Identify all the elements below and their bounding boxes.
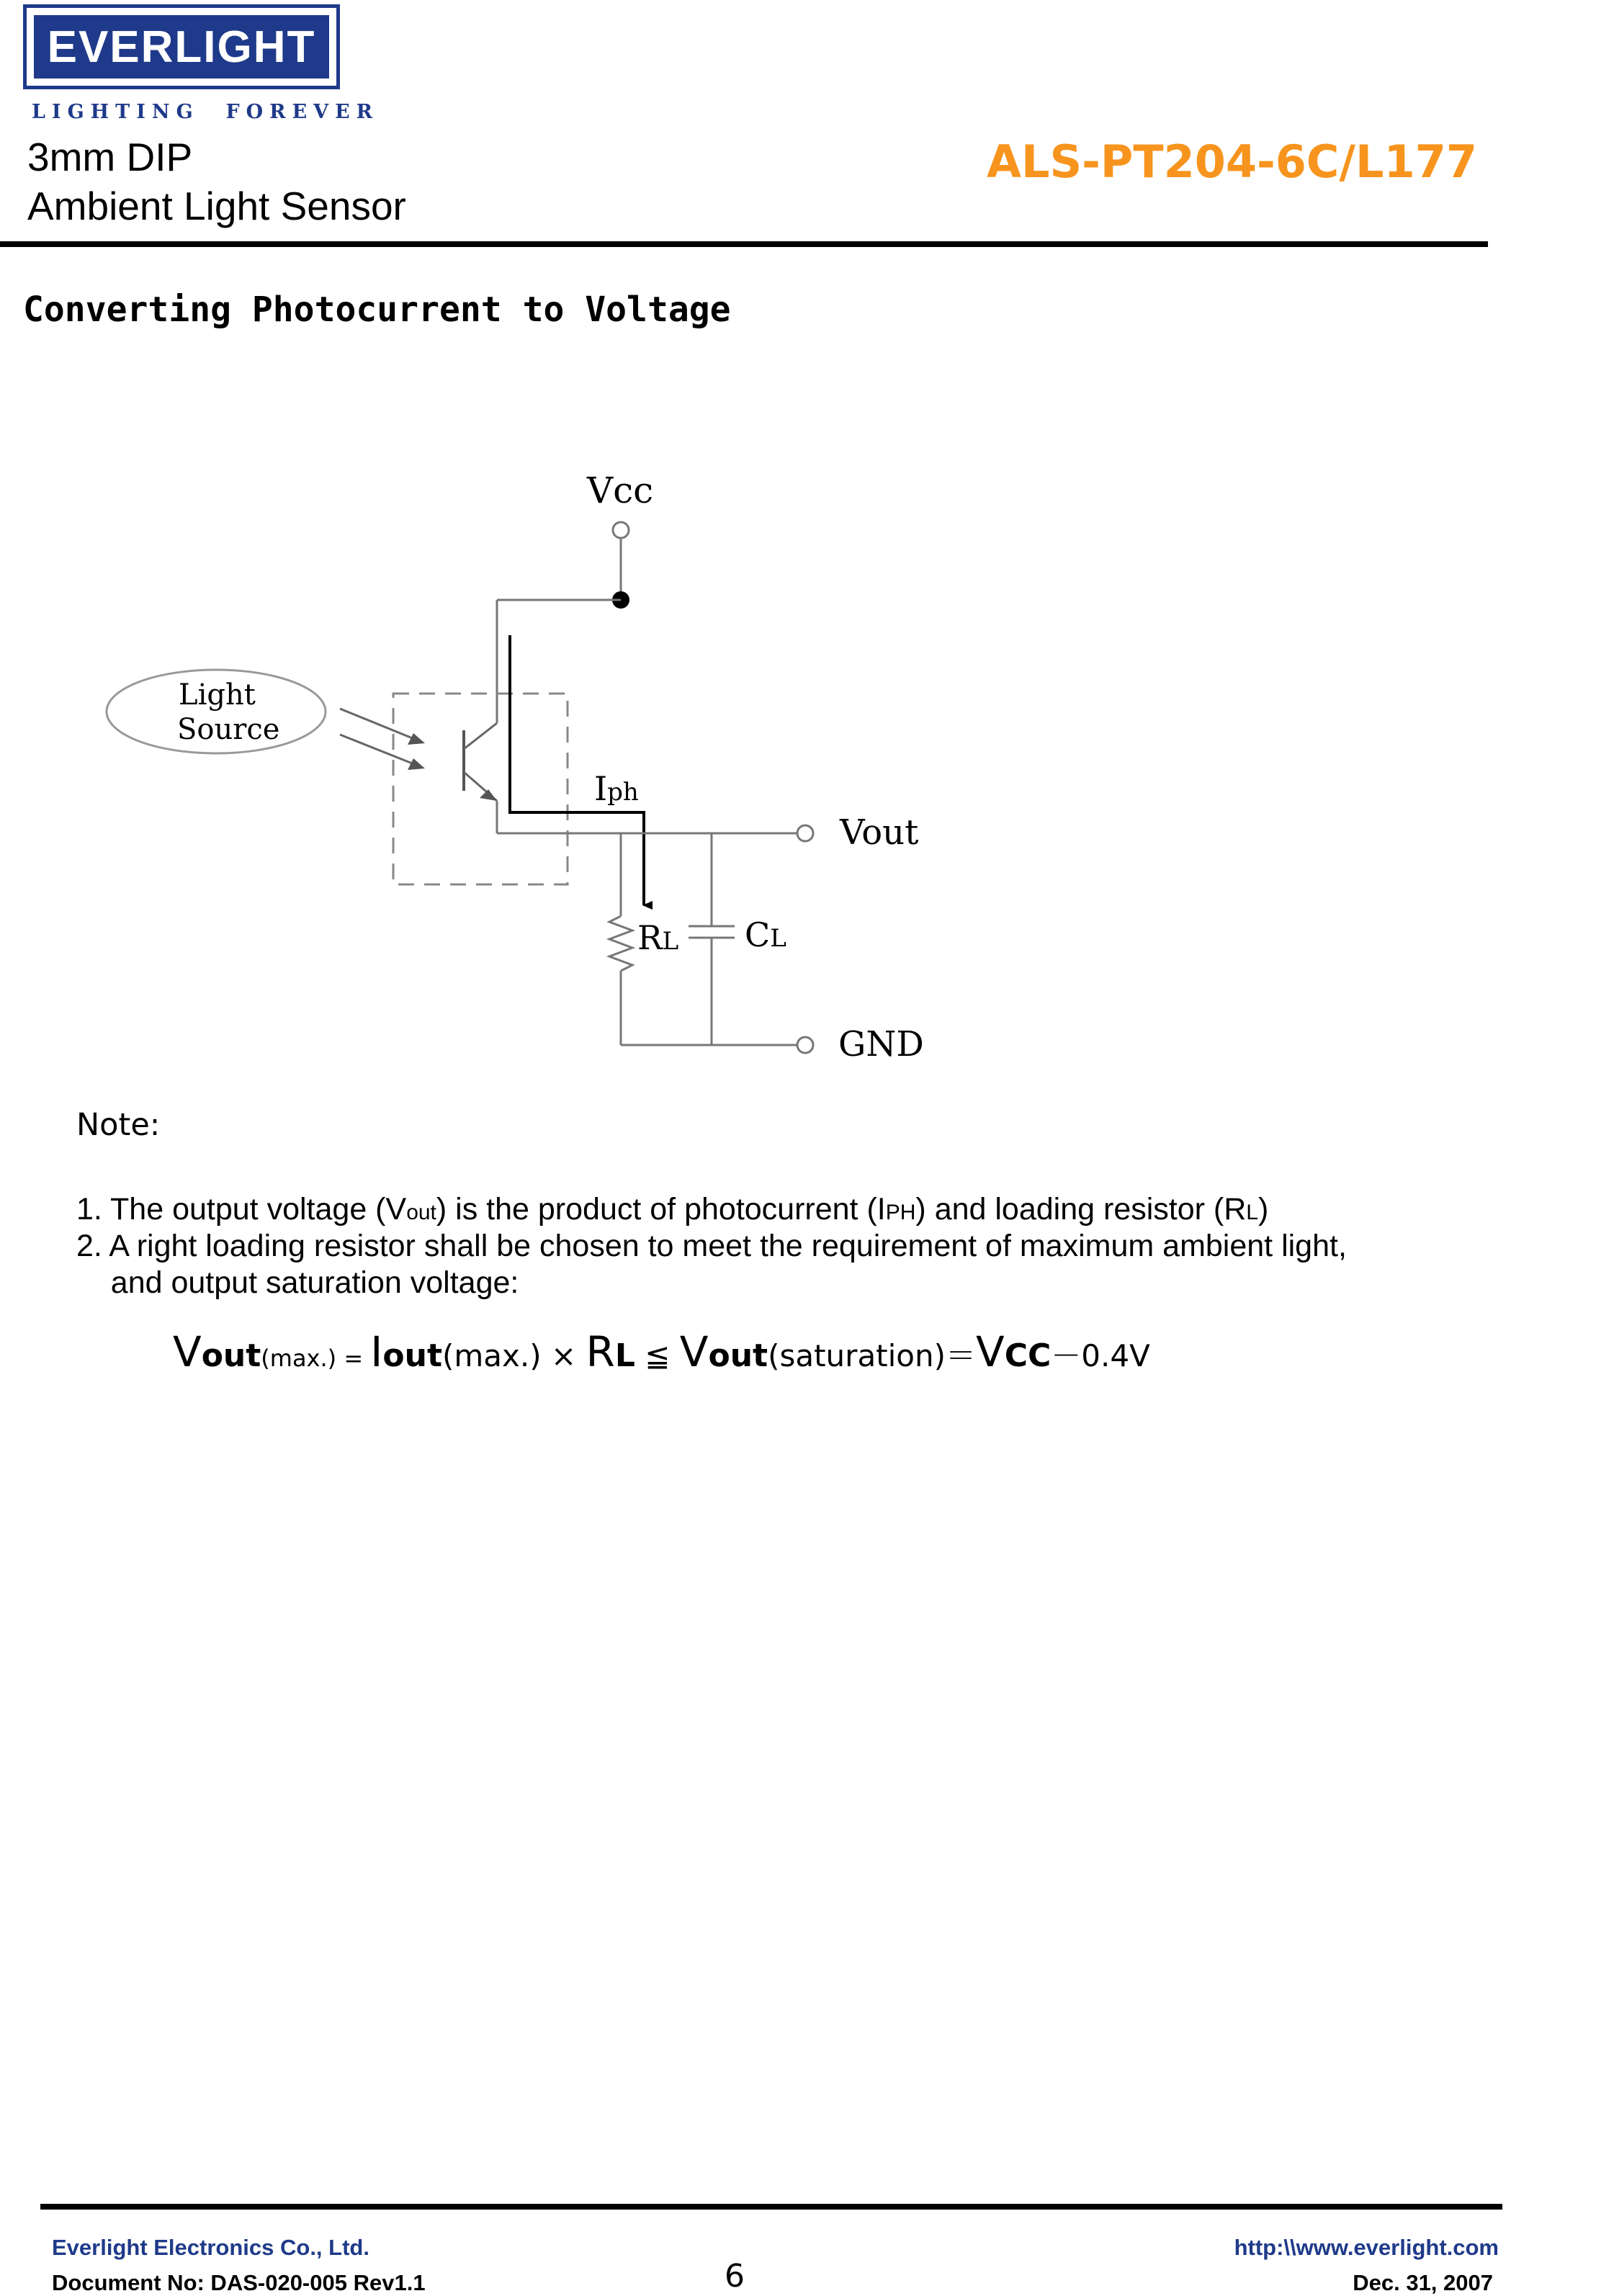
- note-item-2-continued: and output saturation voltage:: [76, 1265, 519, 1300]
- gnd-label: GND: [838, 1024, 924, 1064]
- logo-tagline: LIGHTING FOREVER: [32, 101, 380, 123]
- footer-document-number: Document No: DAS-020-005 Rev1.1: [52, 2270, 426, 2295]
- footer-company: Everlight Electronics Co., Ltd.: [52, 2235, 369, 2260]
- note-item-2: 2. A right loading resistor shall be chosen to meet the requirement of maximum ambient light,: [76, 1229, 1347, 1263]
- emitter-arrow-icon: [480, 789, 497, 801]
- product-line-1: 3mm DIP: [27, 135, 193, 179]
- saturation-formula: Vout(max.) = Iout(max.) × RL ≦ Vout(saturation)＝VCC－0.4V: [173, 1327, 1150, 1376]
- light-ray-lower: [340, 735, 418, 766]
- photocurrent-arrow: [510, 635, 644, 905]
- page-number: 6: [725, 2258, 745, 2295]
- vout-terminal: [797, 825, 813, 841]
- section-title: Converting Photocurrent to Voltage: [23, 290, 731, 330]
- light-source-label-1: Light: [179, 678, 256, 712]
- vcc-label: Vcc: [587, 470, 654, 511]
- note-item-1: 1. The output voltage (Vout) is the product of photocurrent (IPH) and loading resistor (RL): [76, 1192, 1269, 1227]
- footer-divider: [40, 2204, 1502, 2210]
- iph-label: Iph: [594, 769, 639, 808]
- light-ray-upper: [340, 709, 418, 740]
- note-heading: Note:: [76, 1107, 161, 1143]
- rl-label: RL: [637, 918, 679, 957]
- sensor-package-outline: [393, 694, 568, 884]
- product-line-2: Ambient Light Sensor: [27, 184, 406, 228]
- light-ray-arrowhead-icon: [408, 733, 425, 745]
- load-resistor: [609, 916, 632, 971]
- gnd-terminal: [797, 1037, 813, 1053]
- vcc-terminal: [613, 522, 629, 538]
- footer-website-link[interactable]: http:\\www.everlight.com: [1234, 2235, 1499, 2260]
- light-source-label-2: Source: [177, 713, 280, 746]
- light-ray-arrowhead-icon: [408, 758, 425, 770]
- part-number: ALS-PT204-6C/L177: [987, 135, 1477, 188]
- cl-label: CL: [745, 915, 786, 954]
- transistor-collector: [464, 723, 497, 749]
- logo-text: EVERLIGHT: [47, 22, 316, 72]
- footer-date: Dec. 31, 2007: [1353, 2270, 1493, 2295]
- vout-label: Vout: [840, 812, 919, 853]
